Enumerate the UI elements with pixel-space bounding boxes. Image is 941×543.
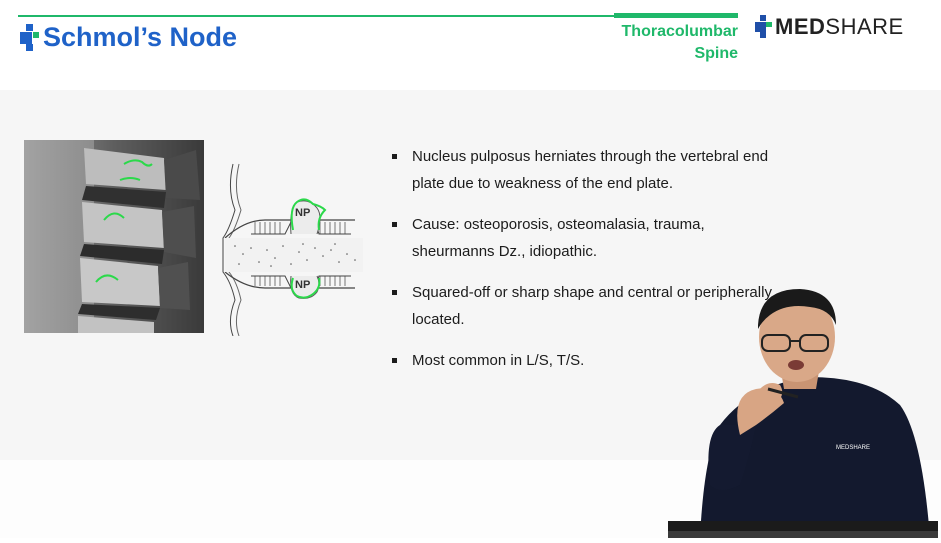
bullet-item: Nucleus pulposus herniates through the vertebral end plate due to weakness of the end plate. [390,143,790,197]
bullet-marker-icon [392,358,397,363]
section-title-line1: Thoracolumbar [621,23,738,40]
medshare-logo [755,14,904,40]
presenter-video [660,285,941,538]
section-title [622,21,738,65]
bullet-marker-icon [392,222,397,227]
schmorl-node-diagram [205,160,363,336]
bullet-item: Cause: osteoporosis, osteomalasia, trauma, sheurmanns Dz., idiopathic. [390,211,790,265]
bullet-item: Most common in L/S, T/S. [390,347,790,374]
title-block [20,22,237,53]
lateral-spine-xray-image [24,140,204,333]
logo-mark-icon [755,15,773,39]
bullet-marker-icon [392,290,397,295]
np-label-bottom: NP [295,279,311,291]
np-label-top: NP [295,207,311,219]
section-title-line2: Spine [694,45,738,62]
bullet-marker-icon [392,154,397,159]
bullet-item: Squared-off or sharp shape and central or peripherally located. [390,279,790,333]
medshare-mark-icon [20,24,40,52]
section-rule [614,13,738,18]
shirt-logo-text: MEDSHARE [836,445,871,451]
logo-text: MEDSHARE [775,14,904,39]
page-title: Schmol’s Node [43,22,238,52]
